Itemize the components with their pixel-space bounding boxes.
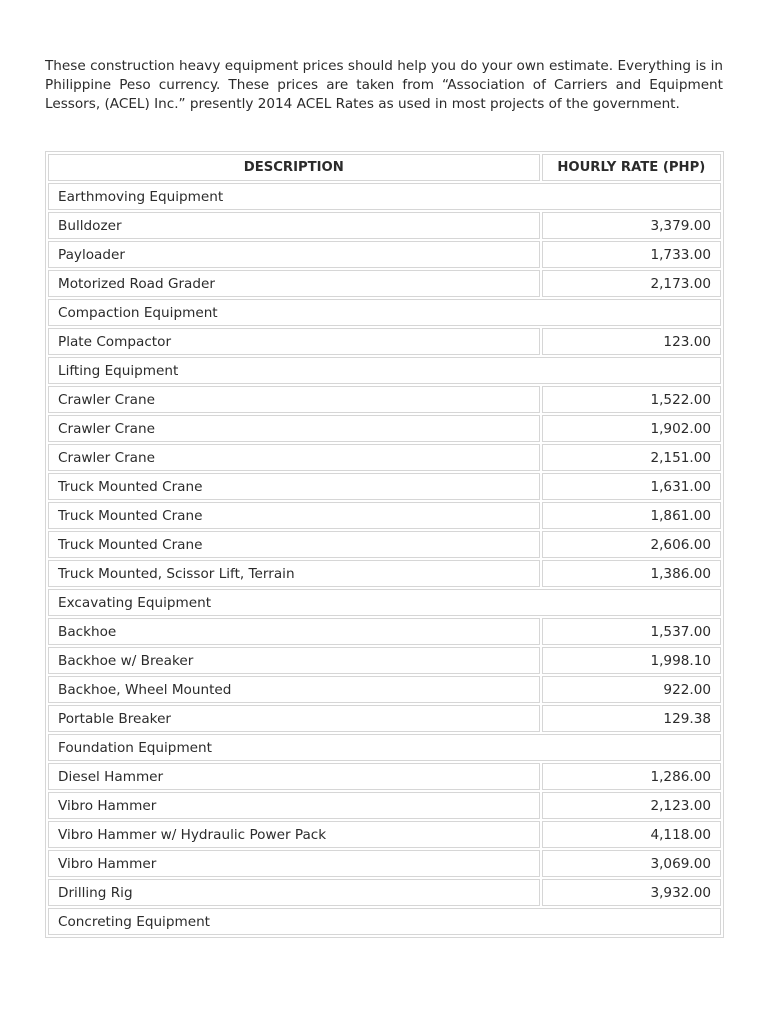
hourly-rate-header: HOURLY RATE (PHP): [542, 154, 721, 181]
equipment-name: Diesel Hammer: [48, 763, 540, 790]
equipment-name: Truck Mounted Crane: [48, 502, 540, 529]
equipment-row: [48, 618, 721, 645]
category-label: Compaction Equipment: [48, 299, 721, 326]
hourly-rate-value: 4,118.00: [542, 821, 721, 848]
category-label: Lifting Equipment: [48, 357, 721, 384]
intro-paragraph: These construction heavy equipment prices should help you do your own estimate. Everything is in Philippine Peso currency. These prices are taken from “Association of Carriers and Equipment Lessors, (ACEL) Inc.” presently 2014 ACEL Rates as used in most projects of the government.: [45, 58, 723, 112]
equipment-name: Truck Mounted, Scissor Lift, Terrain: [48, 560, 540, 587]
hourly-rate-value: 1,522.00: [542, 386, 721, 413]
equipment-row: [48, 763, 721, 790]
equipment-name: Payloader: [48, 241, 540, 268]
equipment-row: [48, 792, 721, 819]
equipment-row: [48, 386, 721, 413]
equipment-row: [48, 647, 721, 674]
equipment-name: Truck Mounted Crane: [48, 473, 540, 500]
hourly-rate-value: 1,861.00: [542, 502, 721, 529]
equipment-name: Backhoe: [48, 618, 540, 645]
equipment-row: [48, 473, 721, 500]
hourly-rate-value: 1,386.00: [542, 560, 721, 587]
equipment-rate-table: [45, 151, 724, 938]
equipment-name: Plate Compactor: [48, 328, 540, 355]
equipment-row: [48, 676, 721, 703]
hourly-rate-value: 922.00: [542, 676, 721, 703]
equipment-name: Drilling Rig: [48, 879, 540, 906]
hourly-rate-value: 129.38: [542, 705, 721, 732]
equipment-name: Crawler Crane: [48, 386, 540, 413]
equipment-row: [48, 270, 721, 297]
equipment-name: Crawler Crane: [48, 444, 540, 471]
equipment-row: [48, 560, 721, 587]
equipment-name: Bulldozer: [48, 212, 540, 239]
equipment-name: Motorized Road Grader: [48, 270, 540, 297]
equipment-row: [48, 821, 721, 848]
equipment-name: Truck Mounted Crane: [48, 531, 540, 558]
hourly-rate-value: 2,151.00: [542, 444, 721, 471]
category-row: [48, 299, 721, 326]
hourly-rate-value: 3,932.00: [542, 879, 721, 906]
description-header: DESCRIPTION: [48, 154, 540, 181]
hourly-rate-value: 2,123.00: [542, 792, 721, 819]
equipment-row: [48, 850, 721, 877]
hourly-rate-value: 1,902.00: [542, 415, 721, 442]
category-row: [48, 357, 721, 384]
category-row: [48, 589, 721, 616]
hourly-rate-value: 2,173.00: [542, 270, 721, 297]
equipment-row: [48, 531, 721, 558]
category-row: [48, 908, 721, 935]
category-label: Concreting Equipment: [48, 908, 721, 935]
equipment-row: [48, 212, 721, 239]
hourly-rate-value: 123.00: [542, 328, 721, 355]
equipment-name: Vibro Hammer: [48, 792, 540, 819]
category-row: [48, 183, 721, 210]
hourly-rate-value: 3,379.00: [542, 212, 721, 239]
table-header-row: [48, 154, 721, 181]
equipment-name: Vibro Hammer w/ Hydraulic Power Pack: [48, 821, 540, 848]
equipment-row: [48, 328, 721, 355]
equipment-row: [48, 502, 721, 529]
equipment-row: [48, 705, 721, 732]
table-body: [48, 183, 721, 935]
equipment-name: Crawler Crane: [48, 415, 540, 442]
hourly-rate-value: 1,998.10: [542, 647, 721, 674]
category-label: Excavating Equipment: [48, 589, 721, 616]
equipment-name: Backhoe w/ Breaker: [48, 647, 540, 674]
equipment-row: [48, 241, 721, 268]
hourly-rate-value: 3,069.00: [542, 850, 721, 877]
equipment-row: [48, 415, 721, 442]
category-row: [48, 734, 721, 761]
category-label: Earthmoving Equipment: [48, 183, 721, 210]
hourly-rate-value: 1,537.00: [542, 618, 721, 645]
hourly-rate-value: 2,606.00: [542, 531, 721, 558]
category-label: Foundation Equipment: [48, 734, 721, 761]
hourly-rate-value: 1,286.00: [542, 763, 721, 790]
equipment-name: Backhoe, Wheel Mounted: [48, 676, 540, 703]
hourly-rate-value: 1,631.00: [542, 473, 721, 500]
hourly-rate-value: 1,733.00: [542, 241, 721, 268]
equipment-name: Vibro Hammer: [48, 850, 540, 877]
equipment-row: [48, 444, 721, 471]
equipment-row: [48, 879, 721, 906]
equipment-name: Portable Breaker: [48, 705, 540, 732]
